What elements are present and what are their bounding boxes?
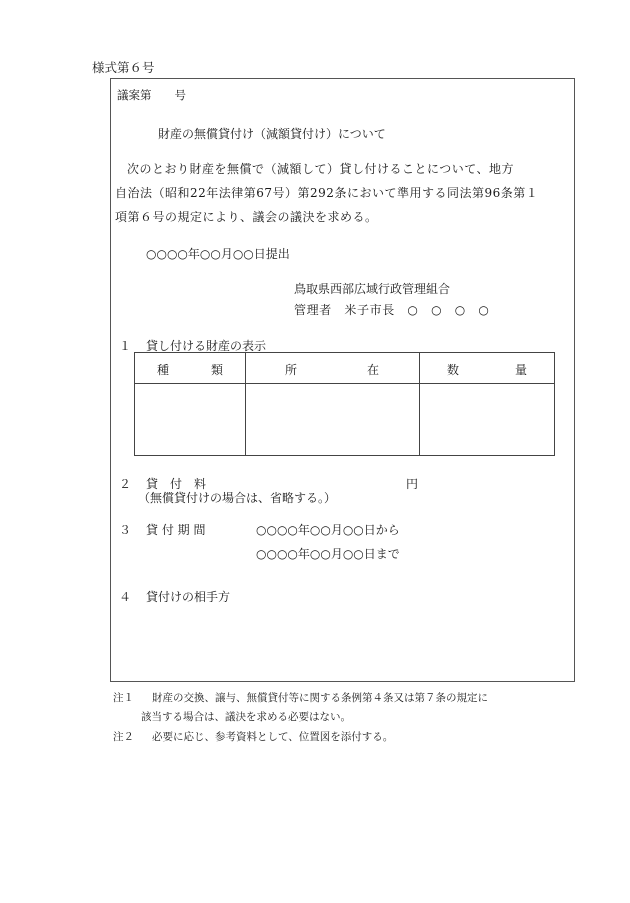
section1-number: １ <box>119 339 132 353</box>
header-quantity-b: 量 <box>515 363 528 377</box>
note2-label: 注２ <box>113 731 134 743</box>
header-location-b: 在 <box>367 363 380 377</box>
section3-number: ３ <box>119 523 132 537</box>
section2-label: 貸 付 料 <box>146 477 207 491</box>
section4-label: 貸付けの相手方 <box>146 590 231 604</box>
administrator-name: 管理者 米子市長 ○ ○ ○ ○ <box>294 303 490 317</box>
header-location-a: 所 <box>285 363 298 377</box>
header-type-a: 種 <box>157 363 170 377</box>
section3-label: 貸 付 期 間 <box>146 523 206 537</box>
header-type-b: 類 <box>211 363 224 377</box>
note1-label: 注１ <box>113 692 134 704</box>
period-from: ○○○○年○○月○○日から <box>256 523 400 537</box>
body-line-2: 自治法（昭和22年法律第67号）第292条において準用する同法第96条第１ <box>115 186 539 200</box>
form-number: 様式第６号 <box>92 60 155 75</box>
section2-number: ２ <box>119 477 132 491</box>
note1-line1: 財産の交換、譲与、無償貸付等に関する条例第４条又は第７条の規定に <box>152 692 488 704</box>
period-to: ○○○○年○○月○○日まで <box>256 547 400 561</box>
cell-location <box>246 384 419 456</box>
bill-number: 議案第 号 <box>117 88 186 102</box>
note2-line1: 必要に応じ、参考資料として、位置図を添付する。 <box>152 731 394 743</box>
body-line-1: 次のとおり財産を無償で（減額して）貸し付けることについて、地方 <box>127 162 515 176</box>
section2-unit: 円 <box>406 477 419 491</box>
submission-date: ○○○○年○○月○○日提出 <box>146 247 290 261</box>
organization-name: 鳥取県西部広域行政管理組合 <box>294 282 451 296</box>
section1-label: 貸し付ける財産の表示 <box>146 339 267 353</box>
body-line-3: 項第６号の規定により、議会の議決を求める。 <box>115 210 378 224</box>
cell-quantity <box>420 384 555 456</box>
section2-note: （無償貸付けの場合は、省略する。） <box>138 491 337 505</box>
note1-line2: 該当する場合は、議決を求める必要はない。 <box>141 711 351 723</box>
cell-type <box>135 384 245 456</box>
property-table <box>134 352 555 456</box>
document-title: 財産の無償貸付け（減額貸付け）について <box>158 127 386 141</box>
header-quantity-a: 数 <box>447 363 460 377</box>
section4-number: ４ <box>119 590 132 604</box>
